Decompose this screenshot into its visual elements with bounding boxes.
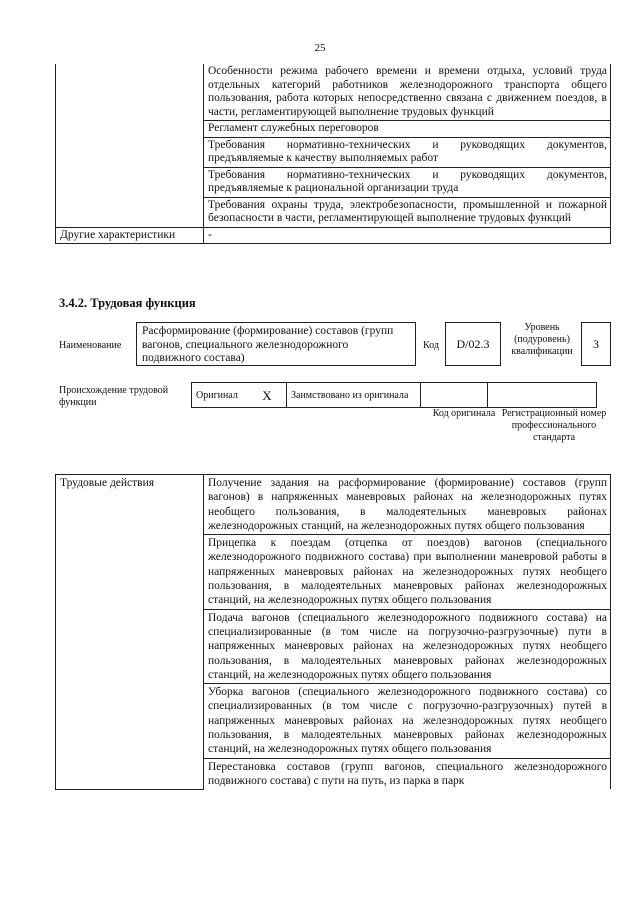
knowledge-row: Регламент служебных переговоров bbox=[204, 121, 611, 138]
labor-action-row: Получение задания на расформирование (формирование) составов (групп вагонов) в напряженных маневровых районах на железнодорожных путях необщего пользования, в малодеятельных маневровых районах железнодорожных станций, на железнодорожных путях общего пользования bbox=[204, 475, 611, 535]
code-label: Код bbox=[423, 340, 439, 351]
reg-caption: Регистрационный номер профессионального стандарта bbox=[501, 408, 607, 443]
original-mark: X bbox=[248, 383, 287, 408]
code-caption: Код оригинала bbox=[432, 408, 496, 419]
level-label: Уровень (подуровень) квалификации bbox=[511, 322, 573, 357]
labor-actions-table bbox=[55, 474, 611, 790]
function-name-box: Расформирование (формирование) составов (групп вагонов, специального железнодорожного подвижного состава) bbox=[136, 322, 416, 366]
knowledge-table bbox=[55, 64, 611, 244]
knowledge-row: Требования нормативно-технических и руководящих документов, предъявляемые к рациональной организации труда bbox=[204, 167, 611, 197]
origin-label: Происхождение трудовой функции bbox=[59, 385, 169, 408]
other-characteristics-label: Другие характеристики bbox=[56, 227, 204, 244]
knowledge-row: Требования нормативно-технических и руководящих документов, предъявляемые к качеству выполняемых работ bbox=[204, 137, 611, 167]
section-title: 3.4.2. Трудовая функция bbox=[59, 296, 196, 310]
borrowed-label: Заимствовано из оригинала bbox=[287, 383, 421, 408]
reg-number-cell bbox=[488, 383, 597, 408]
knowledge-row: Требования охраны труда, электробезопасности, промышленной и пожарной безопасности в части, регламентирующей выполнение трудовых функций bbox=[204, 197, 611, 227]
name-label: Наименование bbox=[59, 340, 122, 351]
original-code-cell bbox=[421, 383, 488, 408]
labor-action-row: Перестановка составов (групп вагонов, специального железнодорожного подвижного состава) с пути на путь, из парка в парк bbox=[204, 758, 611, 789]
origin-table bbox=[191, 382, 597, 408]
labor-action-row: Уборка вагонов (специального железнодорожного подвижного состава) со специализированных (в том числе с погрузочно-разгрузочных) путей в напряженных маневровых районах на железнодорожных путях необщего пользования, в малодеятельных маневровых районах железнодорожных станций, на железнодорожных путях общего пользования bbox=[204, 684, 611, 758]
function-code-box: D/02.3 bbox=[445, 322, 501, 366]
original-label: Оригинал bbox=[192, 383, 249, 408]
knowledge-row: Особенности режима рабочего времени и времени отдыха, условий труда отдельных категорий работников железнодорожного транспорта общего пользования, работа которых непосредственно связана с движением поездов, в части, регламентирующей выполнение трудовых функций bbox=[204, 64, 611, 121]
labor-actions-label: Трудовые действия bbox=[56, 475, 204, 790]
other-characteristics-value: - bbox=[204, 227, 611, 244]
labor-action-row: Подача вагонов (специального железнодорожного подвижного состава) на специализированные (в том числе на погрузочно-разгрузочные) пути в напряженных маневровых районах на железнодорожных путях необщего пользования, в малодеятельных маневровых районах железнодорожных станций, на железнодорожных путях общего пользования bbox=[204, 609, 611, 683]
labor-action-row: Прицепка к поездам (отцепка от поездов) вагонов (специального железнодорожного подвижного состава) при выполнении маневровой работы в напряженных маневровых районах на железнодорожных путях необщего пользования, в малодеятельных маневровых районах железнодорожных станций, на железнодорожных путях общего пользования bbox=[204, 535, 611, 609]
page-number: 25 bbox=[314, 42, 326, 54]
level-value-box: 3 bbox=[581, 322, 611, 366]
knowledge-left-cell bbox=[56, 64, 204, 227]
